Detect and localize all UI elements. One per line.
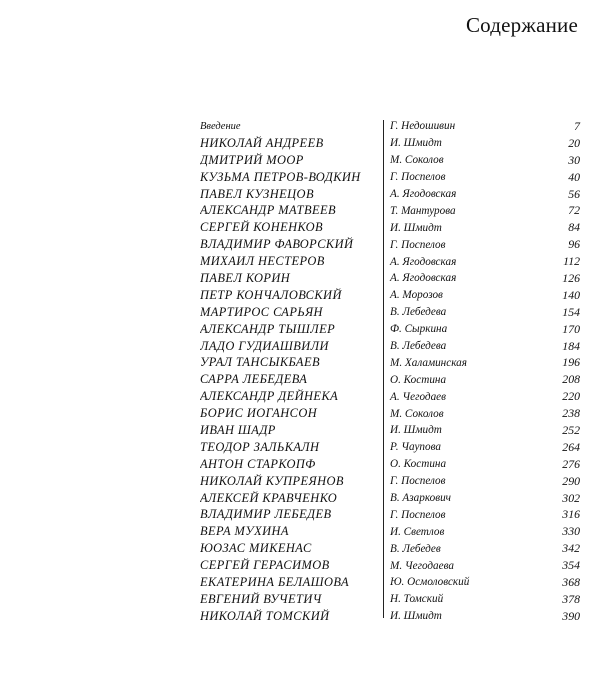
toc-entry	[200, 118, 580, 135]
toc-page-number: 126	[562, 270, 580, 285]
toc-entry	[200, 456, 580, 473]
toc-entry	[200, 540, 580, 557]
toc-page-number: 112	[563, 254, 580, 269]
toc-page-number: 30	[568, 152, 580, 167]
table-of-contents	[200, 118, 580, 625]
toc-artist-name: САРРА ЛЕБЕДЕВА	[200, 372, 308, 387]
toc-artist-name: АЛЕКСАНДР МАТВЕЕВ	[200, 203, 337, 218]
toc-entry	[200, 439, 580, 456]
toc-artist-name: СЕРГЕЙ ГЕРАСИМОВ	[200, 558, 330, 573]
toc-essay-author: В. Лебедева	[390, 306, 447, 319]
toc-essay-author: Г. Поспелов	[390, 508, 446, 521]
toc-essay-author: М. Соколов	[390, 154, 444, 167]
toc-essay-author: Т. Мантурова	[390, 204, 456, 217]
toc-essay-author: И. Шмидт	[390, 424, 442, 437]
toc-artist-name: ЕВГЕНИЙ ВУЧЕТИЧ	[200, 591, 322, 606]
toc-page-number: 316	[562, 507, 580, 522]
toc-essay-author: М. Соколов	[390, 407, 444, 420]
toc-essay-author: И. Светлов	[390, 525, 445, 538]
toc-entry	[200, 338, 580, 355]
toc-artist-name: ВЛАДИМИР ЛЕБЕДЕВ	[200, 507, 332, 522]
toc-entry	[200, 405, 580, 422]
toc-entry	[200, 490, 580, 507]
toc-page-number: 208	[562, 372, 580, 387]
toc-entry	[200, 152, 580, 169]
toc-essay-author: О. Костина	[390, 458, 447, 471]
toc-page-number: 302	[562, 490, 580, 505]
toc-artist-name: АЛЕКСЕЙ КРАВЧЕНКО	[200, 490, 338, 505]
toc-page-number: 154	[562, 304, 580, 319]
toc-artist-name: ПАВЕЛ КУЗНЕЦОВ	[200, 186, 314, 201]
toc-artist-name: СЕРГЕЙ КОНЕНКОВ	[200, 220, 324, 235]
toc-page-number: 220	[562, 389, 580, 404]
toc-page-number: 96	[568, 237, 580, 252]
toc-artist-name: ВЛАДИМИР ФАВОРСКИЙ	[200, 237, 354, 252]
toc-page-number: 252	[562, 422, 580, 437]
toc-artist-name: ЛАДО ГУДИАШВИЛИ	[200, 338, 329, 353]
toc-essay-author: А. Чегодаев	[390, 390, 446, 403]
toc-artist-name: АЛЕКСАНДР ТЫШЛЕР	[200, 321, 336, 336]
toc-artist-name: ВЕРА МУХИНА	[200, 524, 289, 539]
toc-entry	[200, 591, 580, 608]
toc-artist-name: МИХАИЛ НЕСТЕРОВ	[200, 254, 325, 269]
toc-entry	[200, 422, 580, 439]
toc-essay-author: Н. Томский	[390, 593, 444, 606]
toc-page-number: 196	[562, 355, 580, 370]
toc-page-number: 184	[562, 338, 580, 353]
toc-essay-author: Ю. Осмоловский	[390, 576, 470, 589]
toc-entry	[200, 202, 580, 219]
toc-page-number: 330	[562, 524, 580, 539]
toc-artist-name: НИКОЛАЙ КУПРЕЯНОВ	[200, 473, 344, 488]
toc-essay-author: О. Костина	[390, 373, 447, 386]
toc-artist-name: ПЕТР КОНЧАЛОВСКИЙ	[200, 287, 342, 302]
toc-essay-author: И. Шмидт	[390, 221, 442, 234]
toc-entry	[200, 388, 580, 405]
toc-entry	[200, 253, 580, 270]
toc-essay-author: И. Шмидт	[390, 610, 442, 623]
toc-essay-author: Г. Поспелов	[390, 238, 446, 251]
toc-entry	[200, 523, 580, 540]
page-title: Содержание	[465, 13, 578, 37]
toc-artist-name: АНТОН СТАРКОПФ	[200, 456, 316, 471]
toc-essay-author: А. Ягодовская	[390, 188, 457, 200]
toc-artist-name: ТЕОДОР ЗАЛЬКАЛН	[200, 439, 320, 454]
toc-entry	[200, 304, 580, 321]
toc-artist-name: ИВАН ШАДР	[200, 422, 276, 437]
toc-entry	[200, 236, 580, 253]
toc-essay-author: И. Шмидт	[390, 137, 442, 150]
toc-page-number: 56	[568, 186, 580, 201]
toc-page-number: 7	[574, 118, 580, 133]
toc-entry	[200, 506, 580, 523]
toc-page-number: 20	[568, 135, 580, 150]
toc-artist-name: НИКОЛАЙ ТОМСКИЙ	[200, 608, 330, 623]
toc-entry	[200, 186, 580, 203]
toc-page-number: 354	[562, 558, 580, 573]
toc-page-number: 342	[562, 541, 580, 556]
toc-entry	[200, 321, 580, 338]
toc-entry	[200, 287, 580, 304]
toc-page-number: 390	[562, 608, 580, 623]
toc-essay-author: А. Ягодовская	[390, 272, 457, 285]
toc-essay-author: В. Лебедева	[390, 340, 447, 353]
toc-entry	[200, 169, 580, 186]
toc-essay-author: Г. Поспелов	[390, 475, 446, 488]
toc-essay-author: М. Халаминская	[390, 356, 467, 369]
toc-page-number: 238	[562, 406, 580, 421]
toc-artist-name: ПАВЕЛ КОРИН	[200, 270, 291, 285]
toc-artist-name: ЕКАТЕРИНА БЕЛАШОВА	[200, 574, 349, 589]
toc-artist-name: БОРИС ИОГАНСОН	[200, 406, 318, 421]
toc-page-number: 276	[562, 456, 580, 471]
toc-artist-name: АЛЕКСАНДР ДЕЙНЕКА	[200, 389, 339, 404]
toc-entry	[200, 557, 580, 574]
toc-essay-author: А. Морозов	[390, 289, 443, 302]
toc-page-number: 170	[562, 321, 580, 336]
toc-essay-author: М. Чегодаева	[390, 559, 454, 572]
toc-essay-author: Г. Недошивин	[390, 120, 456, 133]
toc-page-number: 40	[568, 169, 580, 184]
toc-page-number: 264	[562, 439, 580, 454]
toc-page-number: 72	[568, 203, 580, 218]
toc-artist-name: Введение	[200, 120, 241, 132]
toc-entry	[200, 219, 580, 236]
toc-entry	[200, 135, 580, 152]
toc-page-number: 140	[562, 287, 580, 302]
toc-page-number: 290	[562, 473, 580, 488]
toc-page-number: 368	[562, 574, 580, 589]
toc-artist-name: КУЗЬМА ПЕТРОВ-ВОДКИН	[200, 169, 361, 184]
toc-essay-author: Ф. Сыркина	[390, 323, 448, 336]
toc-page-number: 378	[562, 591, 580, 606]
toc-entry	[200, 371, 580, 388]
toc-artist-name: ДМИТРИЙ МООР	[200, 152, 304, 167]
toc-essay-author: Г. Поспелов	[390, 171, 446, 184]
toc-entry	[200, 608, 580, 625]
toc-artist-name: ЮОЗАС МИКЕНАС	[200, 541, 312, 556]
toc-essay-author: В. Лебедев	[390, 542, 441, 555]
toc-essay-author: В. Азаркович	[390, 492, 452, 505]
toc-entry	[200, 354, 580, 371]
toc-page-number: 84	[568, 220, 580, 235]
toc-artist-name: МАРТИРОС САРЬЯН	[200, 304, 323, 319]
toc-entry	[200, 270, 580, 287]
toc-entry	[200, 574, 580, 591]
toc-essay-author: А. Ягодовская	[390, 255, 457, 268]
toc-artist-name: НИКОЛАЙ АНДРЕЕВ	[200, 135, 324, 150]
toc-essay-author: Р. Чаупова	[390, 441, 441, 454]
toc-artist-name: УРАЛ ТАНСЫКБАЕВ	[200, 355, 320, 370]
toc-entry	[200, 473, 580, 490]
